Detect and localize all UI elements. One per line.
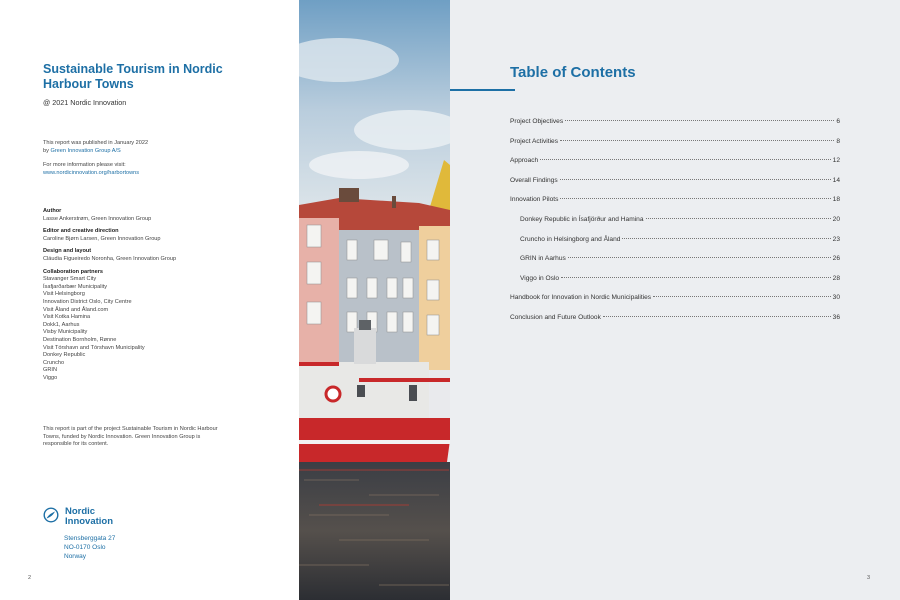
toc-title-rule xyxy=(450,89,515,91)
toc-entry-page: 23 xyxy=(832,235,840,243)
toc-leader-dots xyxy=(561,277,831,278)
credits-line: Cruncho xyxy=(43,359,65,366)
harbour-photo xyxy=(299,0,450,600)
credits-line: Innovation District Oslo, City Centre xyxy=(43,298,132,305)
credits-line: Visit Kotka Hamina xyxy=(43,314,91,321)
publication-info xyxy=(43,140,263,177)
credits-line: GRIN xyxy=(43,367,57,374)
credits-line: Caroline Bjørn Larsen, Green Innovation Group xyxy=(43,235,161,242)
toc-entry-label: GRIN in Aarhus xyxy=(520,255,566,263)
credits xyxy=(43,208,263,387)
toc-entry[interactable] xyxy=(510,177,840,197)
toc-leader-dots xyxy=(560,179,831,180)
right-page xyxy=(450,0,900,600)
toc-entry[interactable] xyxy=(510,294,840,314)
report-title: Sustainable Tourism in Nordic Harbour Towns xyxy=(43,62,223,91)
copyright: @ 2021 Nordic Innovation xyxy=(43,98,127,107)
toc-leader-dots xyxy=(565,120,834,121)
address-line: NO-0170 Oslo xyxy=(64,544,106,551)
toc-entry-label: Project Objectives xyxy=(510,118,564,125)
toc-entry-label: Cruncho in Helsingborg and Åland xyxy=(520,235,621,243)
toc-entry-page: 28 xyxy=(832,274,840,282)
nordic-innovation-logo xyxy=(43,507,113,527)
toc-entry[interactable] xyxy=(510,196,840,216)
toc-entry-page: 8 xyxy=(836,137,840,145)
credits-group xyxy=(43,208,263,223)
toc-entry-label: Approach xyxy=(510,157,539,165)
address-line: Stensberggata 27 xyxy=(64,535,116,542)
toc-entry-page: 26 xyxy=(832,255,840,263)
credits-line: Donkey Republic xyxy=(43,352,86,359)
published-line: This report was published in January 2022 xyxy=(43,140,149,146)
credits-heading: Editor and creative direction xyxy=(43,228,119,235)
credits-group xyxy=(43,248,263,263)
credits-line: Destination Bornholm, Rønne xyxy=(43,336,117,343)
nordic-innovation-logo-icon xyxy=(43,507,59,523)
toc-entry-page: 6 xyxy=(836,118,840,125)
address-line: Norway xyxy=(64,553,87,560)
toc-entry-label: Project Activities xyxy=(510,137,559,145)
credits-line: Cláudia Figueiredo Noronha, Green Innovation Group xyxy=(43,255,177,262)
toc-entry[interactable] xyxy=(510,118,840,138)
toc-leader-dots xyxy=(622,238,830,239)
credits-heading: Design and layout xyxy=(43,248,92,255)
toc-entry[interactable] xyxy=(510,138,840,158)
toc-leader-dots xyxy=(653,296,831,297)
toc-leader-dots xyxy=(603,316,831,317)
toc-entry[interactable] xyxy=(510,275,840,295)
toc-entry-label: Handbook for Innovation in Nordic Municipalities xyxy=(510,294,652,302)
toc-entry[interactable] xyxy=(510,157,840,177)
left-page xyxy=(0,0,299,600)
credits-group xyxy=(43,228,263,243)
credits-line: Viggo xyxy=(43,374,58,381)
credits-group xyxy=(43,269,263,383)
logo-line-1: Nordic xyxy=(65,506,96,517)
credits-line: Stavanger Smart City xyxy=(43,276,97,283)
toc-leader-dots xyxy=(560,198,830,199)
page-number-right: 3 xyxy=(867,575,871,581)
toc-entry[interactable] xyxy=(510,236,840,256)
harbour-photo-illustration xyxy=(299,0,450,600)
more-info-label: For more information please visit: xyxy=(43,162,126,169)
toc-entry-label: Innovation Pilots xyxy=(510,196,559,204)
credits-heading: Author xyxy=(43,208,62,214)
toc-entry-label: Viggo in Oslo xyxy=(520,274,560,282)
toc-leader-dots xyxy=(646,218,831,219)
toc-entry-page: 18 xyxy=(832,196,840,204)
toc-entry-page: 14 xyxy=(832,176,840,184)
toc-entry-label: Donkey Republic in Ísafjörður and Hamina xyxy=(520,215,644,223)
toc-leader-dots xyxy=(540,159,830,160)
toc-entry-page: 36 xyxy=(832,313,840,321)
published-by-prefix: by xyxy=(43,147,51,154)
credits-line: Ísafjarðarbær Municipality xyxy=(43,283,108,290)
table-of-contents xyxy=(510,118,840,334)
toc-entry-page: 20 xyxy=(832,215,840,223)
toc-leader-dots xyxy=(560,140,834,141)
credits-line: Visit Tórshavn and Tórshavn Municipality xyxy=(43,344,145,351)
logo-line-2: Innovation xyxy=(65,516,114,527)
credits-line: Lasse Ankerstrøm, Green Innovation Group xyxy=(43,215,152,222)
publisher-link[interactable]: Green Innovation Group A/S xyxy=(50,147,121,154)
toc-entry[interactable] xyxy=(510,255,840,275)
toc-entry-label: Conclusion and Future Outlook xyxy=(510,313,601,321)
toc-title: Table of Contents xyxy=(510,64,636,81)
toc-entry-page: 30 xyxy=(832,294,840,302)
page-number-left: 2 xyxy=(28,575,32,581)
credits-line: Visit Åland and Åland.com xyxy=(43,306,109,313)
toc-entry[interactable] xyxy=(510,314,840,334)
more-info-url[interactable]: www.nordicinnovation.org/harbortowns xyxy=(43,169,140,176)
credits-line: Visby Municipality xyxy=(43,329,88,336)
address xyxy=(64,534,115,561)
credits-line: Visit Helsingborg xyxy=(43,291,85,298)
toc-leader-dots xyxy=(568,257,831,258)
toc-entry-page: 12 xyxy=(832,157,840,165)
credits-heading: Collaboration partners xyxy=(43,268,103,275)
funding-note: This report is part of the project Sustainable Tourism in Nordic Harbour Towns, funded by Nordic Innovation. Green Innovation Group is responsible for its content. xyxy=(43,426,218,448)
toc-entry-label: Overall Findings xyxy=(510,176,558,184)
credits-line: Dokk1, Aarhus xyxy=(43,321,80,328)
toc-entry[interactable] xyxy=(510,216,840,236)
